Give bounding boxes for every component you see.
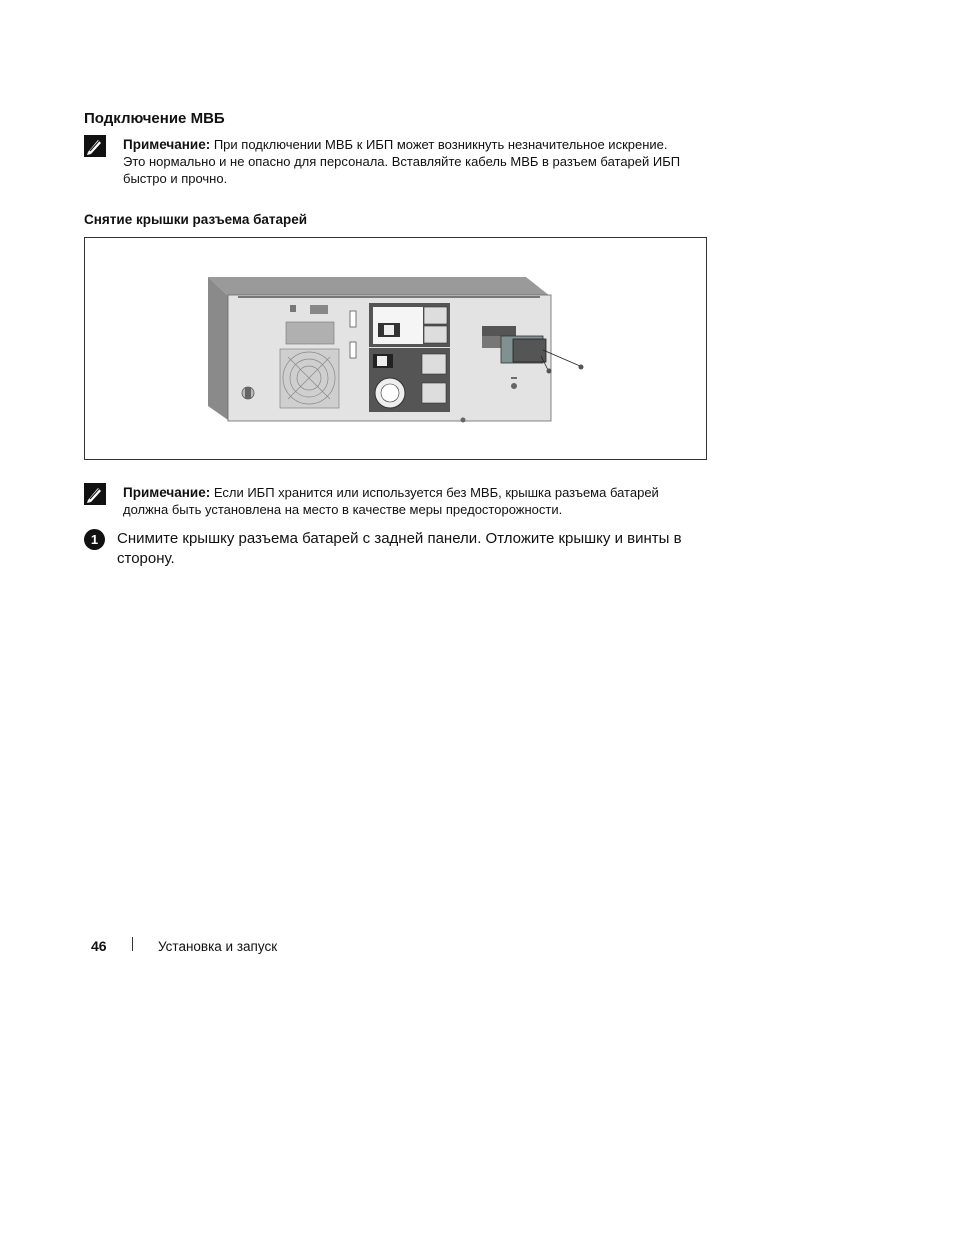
figure-frame (84, 237, 707, 460)
note-text: При подключении МВБ к ИБП может возникнуть незначительное искрение. (210, 137, 668, 152)
note-text: должна быть установлена на место в качестве меры предосторожности. (123, 502, 563, 517)
section-heading: Подключение МВБ (84, 110, 225, 127)
step-instruction: Снимите крышку разъема батарей с задней панели. Отложите крышку и винты в сторону. (117, 530, 682, 567)
footer-divider (132, 937, 133, 951)
note-label: Примечание: (123, 137, 211, 152)
note-text: Это нормально и не опасно для персонала. Вставляйте кабель МВБ в разъем батарей ИБП (123, 154, 681, 169)
note-label: Примечание: (123, 485, 211, 500)
note-2 (123, 484, 763, 518)
step-number-badge: 1 (84, 529, 105, 550)
subheading: Снятие крышки разъема батарей (84, 212, 308, 227)
note-text: Если ИБП хранится или используется без МВБ, крышка разъема батарей (210, 485, 659, 500)
ups-rear-panel-illustration (85, 238, 706, 459)
note-1 (123, 136, 763, 187)
pencil-note-icon (84, 483, 106, 510)
page-number: 46 (91, 938, 107, 954)
pencil-note-icon (84, 135, 106, 162)
footer-section-title: Установка и запуск (158, 939, 278, 954)
note-text: быстро и прочно. (123, 171, 228, 186)
